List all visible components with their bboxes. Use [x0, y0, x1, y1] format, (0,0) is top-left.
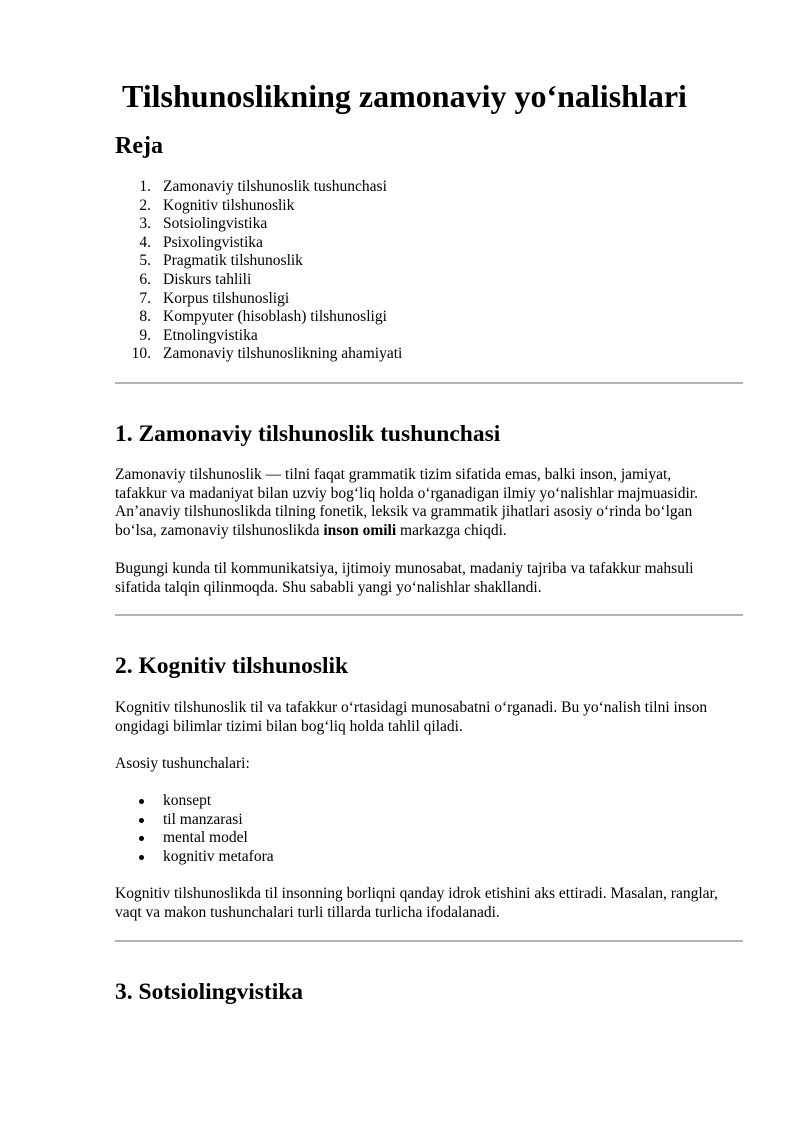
section-1-heading: 1. Zamonaviy tilshunoslik tushunchasi [115, 421, 501, 447]
plan-item [115, 308, 402, 327]
text-line: An’anaviy tilshunoslikda tilning fonetik, leksik va grammatik jihatlari asosiy o‘rinda bo‘lgan [115, 503, 693, 521]
plan-item-text: Zamonaviy tilshunoslik tushunchasi [163, 178, 387, 195]
plan-item-text: Kognitiv tilshunoslik [163, 196, 295, 214]
plan-item-number: 6. [139, 270, 151, 288]
text-run: bo‘lsa, zamonaviy tilshunoslikda [115, 521, 324, 539]
bullet-icon [139, 799, 144, 804]
text-line: Asosiy tushunchalari: [115, 755, 250, 772]
plan-item-number: 3. [139, 215, 151, 233]
concept-text: til manzarasi [163, 810, 243, 828]
plan-item-number: 10. [131, 345, 151, 363]
text-run: markazga chiqdi. [396, 521, 507, 539]
text-line: Bugungi kunda til kommunikatsiya, ijtimoiy munosabat, madaniy tajriba va tafakkur mahsuli [115, 560, 694, 577]
bold-term: inson omili [323, 521, 397, 539]
plan-item-number: 9. [139, 326, 151, 344]
plan-item-text: Pragmatik tilshunoslik [163, 252, 303, 270]
text-line: vaqt va makon tushunchalari turli tillarda turlicha ifodalanadi. [115, 903, 500, 921]
bullet-icon [139, 818, 144, 823]
concepts-list [115, 792, 274, 866]
text-line: Zamonaviy tilshunoslik — tilni faqat grammatik tizim sifatida emas, balki inson, jamiyat, [115, 466, 672, 483]
section-2-heading: 2. Kognitiv tilshunoslik [115, 653, 349, 679]
plan-item-number: 7. [139, 289, 151, 307]
section-2-paragraph-1 [115, 699, 747, 736]
plan-item [115, 234, 402, 253]
concepts-label [115, 755, 747, 774]
text-line [115, 522, 747, 541]
plan-item-text: Korpus tilshunosligi [163, 289, 290, 307]
section-divider [115, 614, 743, 616]
plan-item [115, 345, 402, 364]
concept-item [115, 792, 274, 811]
text-line: Kognitiv tilshunoslik til va tafakkur o‘rtasidagi munosabatni o‘rganadi. Bu yo‘nalish tilni inson [115, 699, 708, 716]
bullet-icon [139, 836, 144, 841]
plan-item-number: 4. [139, 233, 151, 251]
text-line: sifatida talqin qilinmoqda. Shu sababli yangi yo‘nalishlar shakllandi. [115, 578, 542, 596]
plan-item-text: Kompyuter (hisoblash) tilshunosligi [163, 308, 387, 326]
plan-item-text: Sotsiolingvistika [163, 215, 268, 233]
text-line: Kognitiv tilshunoslikda til insonning borliqni qanday idrok etishini aks ettiradi. Masalan, ranglar, [115, 885, 718, 902]
plan-item-text: Diskurs tahlili [163, 270, 252, 288]
plan-item [115, 215, 402, 234]
section-divider [115, 382, 743, 384]
plan-heading: Reja [115, 133, 163, 159]
plan-item [115, 327, 402, 346]
concept-text: kognitiv metafora [163, 847, 274, 865]
plan-item [115, 252, 402, 271]
plan-item-text: Psixolingvistika [163, 233, 263, 251]
section-2-paragraph-2 [115, 885, 747, 922]
plan-item-number: 2. [139, 196, 151, 214]
section-1-paragraph-1 [115, 466, 747, 540]
plan-item [115, 271, 402, 290]
plan-item [115, 197, 402, 216]
section-3-heading: 3. Sotsiolingvistika [115, 979, 304, 1005]
text-line: tafakkur va madaniyat bilan uzviy bog‘liq holda o‘rganadigan ilmiy yo‘nalishlar majmuasidir. [115, 484, 698, 502]
plan-item-number: 1. [139, 178, 151, 195]
concept-item [115, 829, 274, 848]
plan-item [115, 290, 402, 309]
bullet-icon [139, 855, 144, 860]
section-1-paragraph-2 [115, 560, 747, 597]
document-title: Tilshunoslikning zamonaviy yo‘nalishlari [122, 78, 687, 114]
plan-item-number: 5. [139, 252, 151, 270]
concept-item [115, 848, 274, 867]
plan-item-text: Etnolingvistika [163, 326, 258, 344]
concept-item [115, 811, 274, 830]
section-divider [115, 940, 743, 942]
concept-text: konsept [163, 792, 212, 809]
concept-text: mental model [163, 829, 248, 847]
text-line: ongidagi bilimlar tizimi bilan bog‘liq holda tahlil qiladi. [115, 717, 463, 735]
plan-list [115, 178, 402, 364]
plan-item-number: 8. [139, 308, 151, 326]
plan-item-text: Zamonaviy tilshunoslikning ahamiyati [163, 345, 403, 363]
plan-item [115, 178, 402, 197]
